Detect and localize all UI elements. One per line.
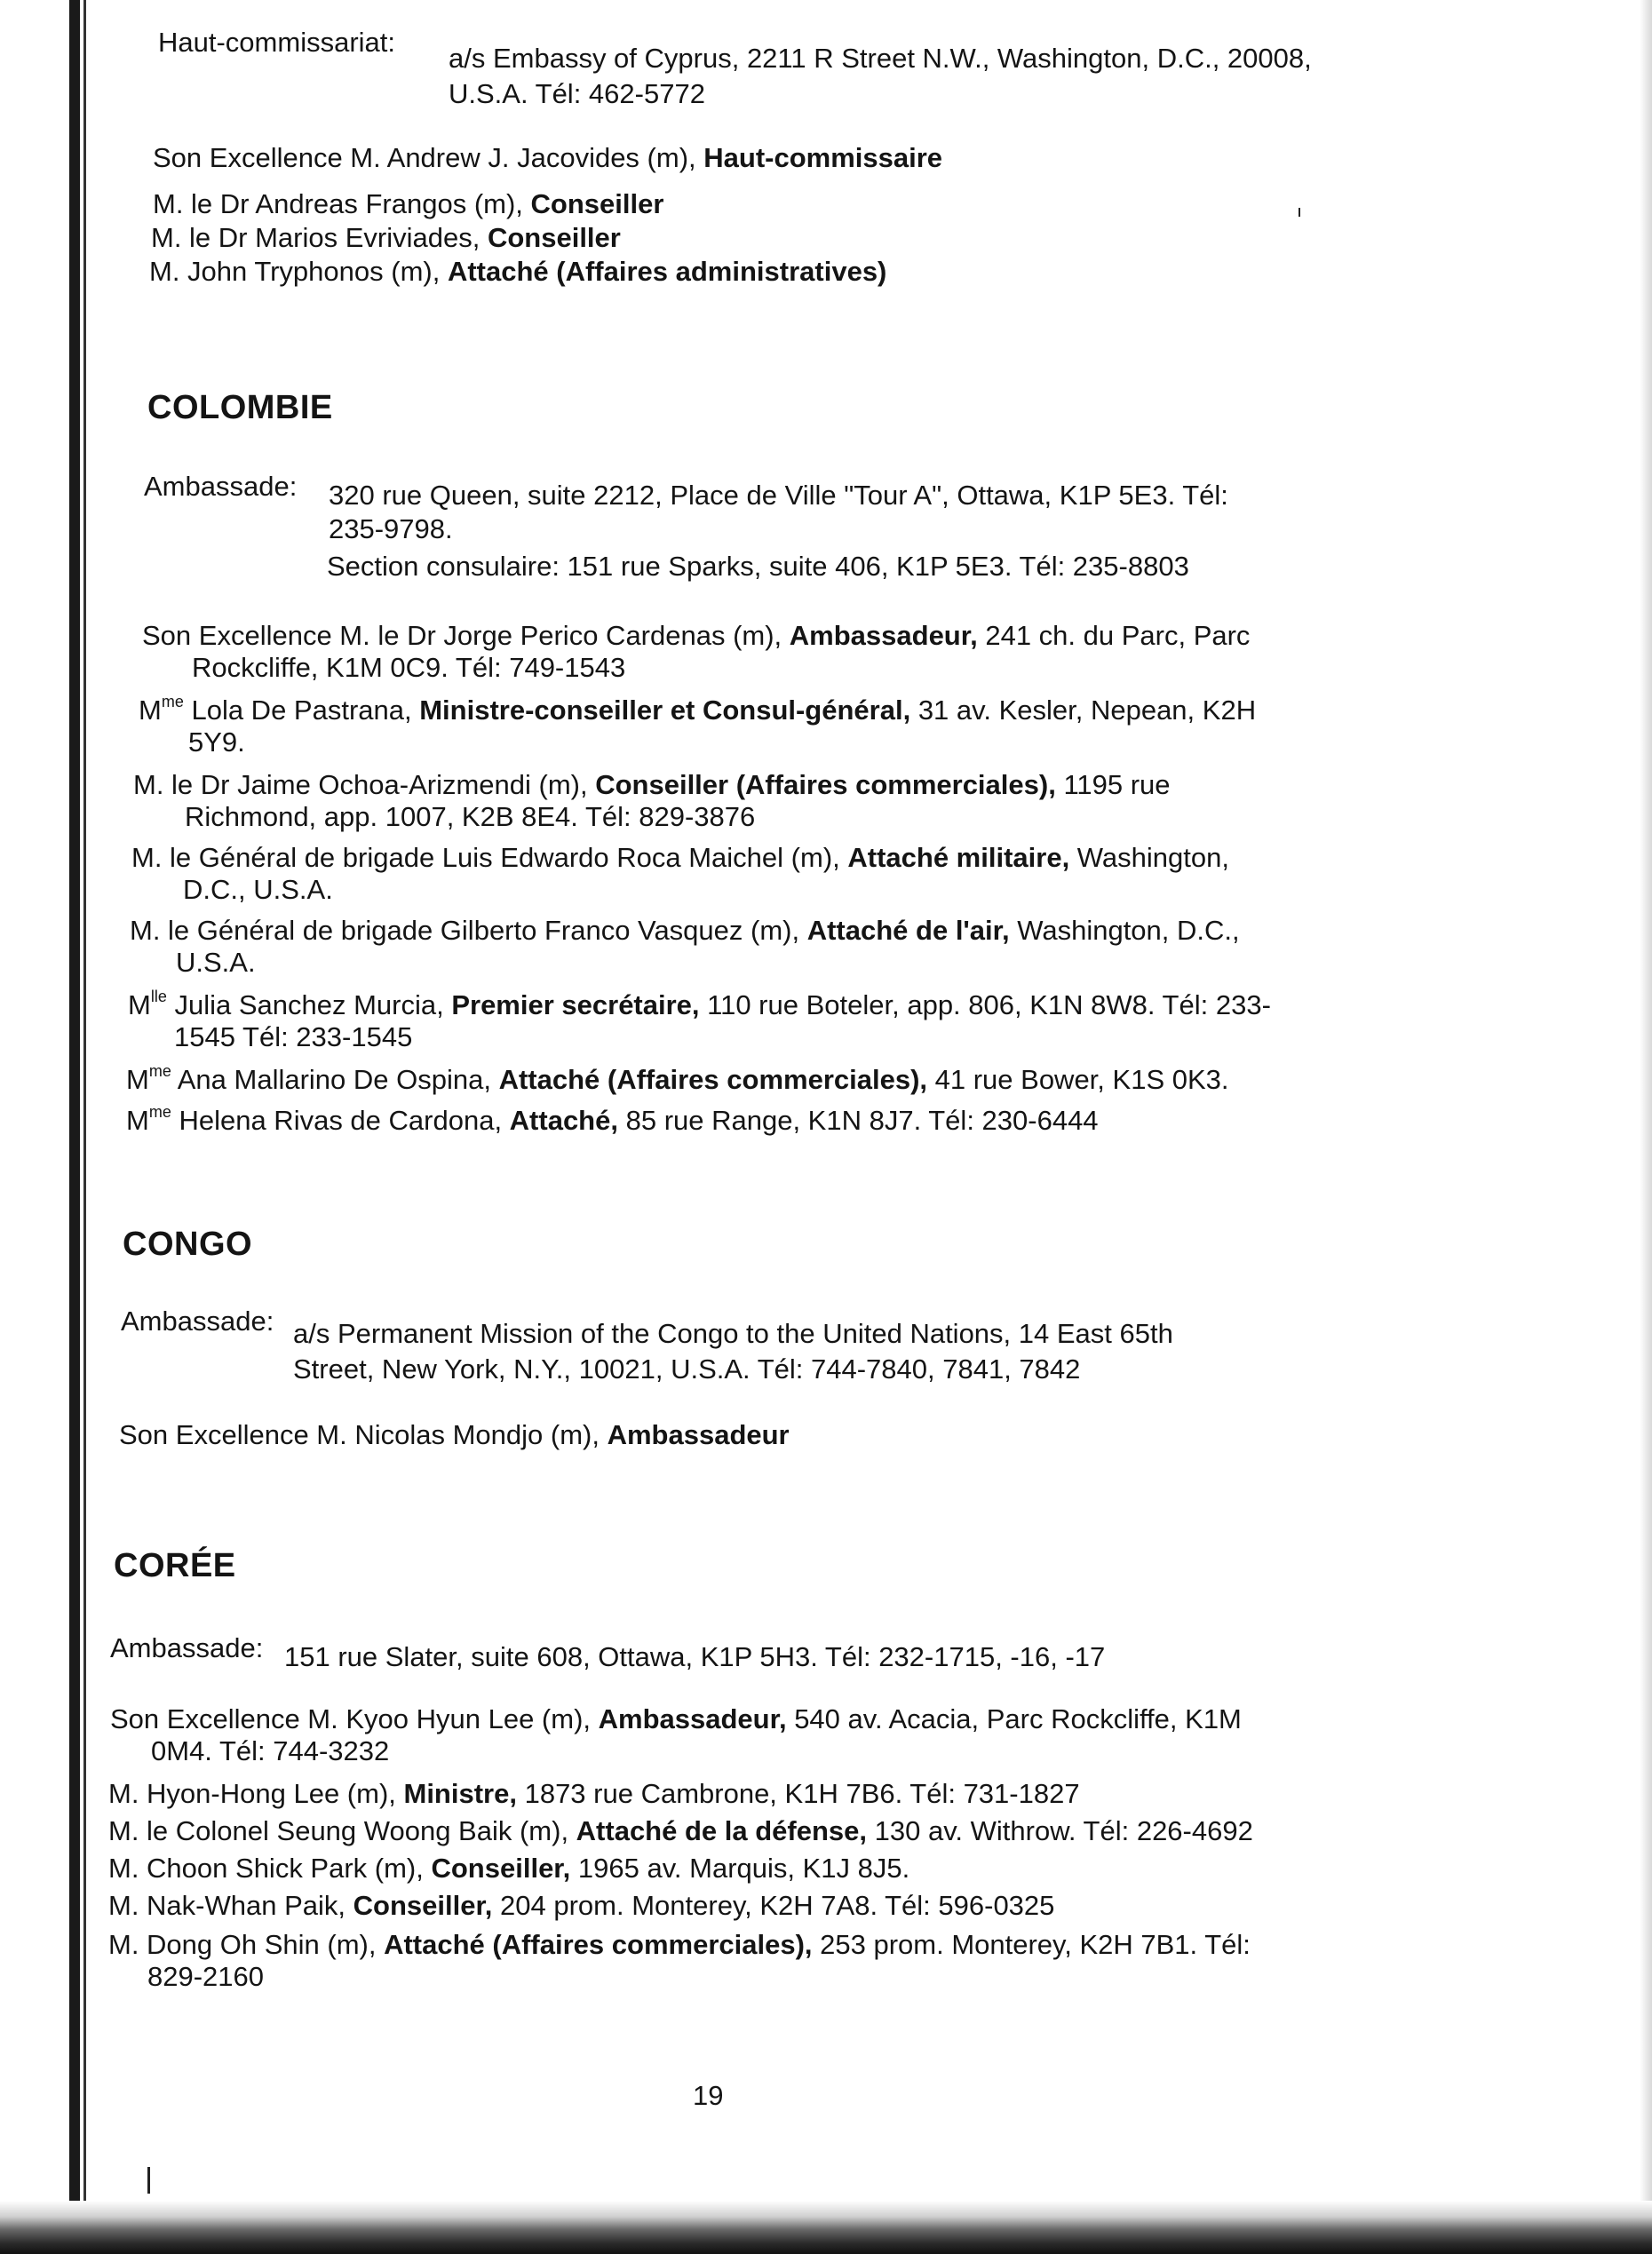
entry-address: 1195 rue	[1055, 769, 1171, 800]
section-heading-colombie: COLOMBIE	[147, 389, 333, 426]
entry-text: M. Nak-Whan Paik,	[108, 1890, 353, 1921]
entry-title: Attaché militaire,	[847, 842, 1070, 873]
colombie-entry	[126, 1105, 1099, 1137]
scan-speck	[1299, 208, 1300, 217]
entry-honorific: M	[139, 694, 162, 726]
entry-honorific: M	[128, 989, 151, 1020]
entry-text: M. le Général de brigade Luis Edwardo Roca Maichel (m),	[131, 842, 848, 873]
page-bottom-shadow	[0, 2201, 1652, 2254]
entry-title: Conseiller (Affaires commerciales),	[595, 769, 1056, 800]
entry-continuation: 0M4. Tél: 744-3232	[151, 1735, 390, 1766]
congo-address-line-1: a/s Permanent Mission of the Congo to the United Nations, 14 East 65th	[293, 1318, 1173, 1349]
entry-text: M. Choon Shick Park (m),	[108, 1853, 432, 1884]
entry-title: Ambassadeur,	[789, 620, 978, 651]
page-number: 19	[693, 2080, 724, 2111]
entry-text: Son Excellence M. Andrew J. Jacovides (m),	[153, 142, 704, 173]
congo-address-line-2: Street, New York, N.Y., 10021, U.S.A. Tél: 744-7840, 7841, 7842	[293, 1353, 1081, 1385]
colombie-entry	[131, 842, 1229, 906]
colombie-entry	[126, 1064, 1229, 1096]
entry-title: Conseiller	[530, 188, 664, 219]
cyprus-address-line-1: a/s Embassy of Cyprus, 2211 R Street N.W., Washington, D.C., 20008,	[449, 43, 1312, 74]
entry-title: Conseiller	[487, 222, 621, 253]
colombie-address-line-2: 235-9798.	[329, 513, 453, 544]
entry-continuation: Rockcliffe, K1M 0C9. Tél: 749-1543	[192, 652, 626, 683]
coree-label: Ambassade:	[110, 1632, 264, 1663]
congo-label: Ambassade:	[121, 1306, 274, 1337]
entry-title: Premier secrétaire,	[451, 989, 700, 1020]
colombie-label: Ambassade:	[144, 471, 298, 502]
cyprus-label: Haut-commissariat:	[158, 27, 395, 58]
entry-address: Washington, D.C.,	[1009, 915, 1240, 946]
entry-continuation: D.C., U.S.A.	[183, 874, 333, 905]
entry-text: Ana Mallarino De Ospina,	[171, 1064, 499, 1095]
colombie-entry	[139, 694, 1256, 758]
entry-title: Ambassadeur	[607, 1419, 790, 1450]
entry-text: Son Excellence M. Nicolas Mondjo (m),	[119, 1419, 608, 1450]
entry-continuation: 829-2160	[147, 1961, 265, 1992]
entry-text: M. le Colonel Seung Woong Baik (m),	[108, 1815, 576, 1846]
entry-title: Attaché de l'air,	[806, 915, 1010, 946]
section-heading-coree: CORÉE	[114, 1547, 236, 1584]
coree-entry	[108, 1929, 1251, 1993]
entry-continuation: U.S.A.	[176, 947, 256, 978]
entry-title: Haut-commissaire	[703, 142, 943, 173]
entry-title: Attaché (Affaires commerciales),	[384, 1929, 813, 1960]
coree-entry	[108, 1890, 1054, 1922]
entry-text: M. le Dr Jaime Ochoa-Arizmendi (m),	[133, 769, 596, 800]
cyprus-entry	[153, 188, 663, 220]
entry-text: M. le Dr Marios Evriviades,	[151, 222, 488, 253]
colombie-entry	[130, 915, 1240, 979]
entry-address: 204 prom. Monterey, K2H 7A8. Tél: 596-0325	[492, 1890, 1055, 1921]
entry-title: Conseiller,	[431, 1853, 571, 1884]
cyprus-address-line-2: U.S.A. Tél: 462-5772	[449, 78, 705, 109]
entry-address: 31 av. Kesler, Nepean, K2H	[910, 694, 1257, 726]
coree-address-line-1: 151 rue Slater, suite 608, Ottawa, K1P 5H3. Tél: 232-1715, -16, -17	[284, 1641, 1106, 1672]
entry-text: M. Dong Oh Shin (m),	[108, 1929, 385, 1960]
colombie-address-line-1: 320 rue Queen, suite 2212, Place de Ville "Tour A", Ottawa, K1P 5E3. Tél:	[329, 480, 1228, 511]
coree-entry	[110, 1703, 1242, 1767]
entry-honorific-suffix: me	[148, 1062, 171, 1080]
entry-text: M. Hyon-Hong Lee (m),	[108, 1778, 404, 1809]
entry-address: 241 ch. du Parc, Parc	[977, 620, 1251, 651]
entry-title: Ambassadeur,	[598, 1703, 787, 1734]
entry-address: 130 av. Withrow. Tél: 226-4692	[867, 1815, 1253, 1846]
entry-continuation: Richmond, app. 1007, K2B 8E4. Tél: 829-3876	[185, 801, 756, 832]
entry-text: Julia Sanchez Murcia,	[166, 989, 452, 1020]
entry-address: 540 av. Acacia, Parc Rockcliffe, K1M	[786, 1703, 1242, 1734]
entry-honorific-suffix: lle	[150, 988, 167, 1005]
entry-address: 253 prom. Monterey, K2H 7B1. Tél:	[812, 1929, 1251, 1960]
cyprus-entry	[153, 142, 942, 174]
entry-honorific: M	[126, 1064, 149, 1095]
entry-continuation: 1545 Tél: 233-1545	[174, 1021, 413, 1052]
congo-entry	[119, 1419, 790, 1451]
entry-address: 85 rue Range, K1N 8J7. Tél: 230-6444	[617, 1105, 1099, 1136]
cyprus-entry	[149, 256, 886, 288]
entry-address: Washington,	[1069, 842, 1229, 873]
entry-title: Attaché (Affaires administratives)	[447, 256, 887, 287]
entry-address: 1965 av. Marquis, K1J 8J5.	[570, 1853, 910, 1884]
entry-address: 41 rue Bower, K1S 0K3.	[927, 1064, 1229, 1095]
entry-address: 110 rue Boteler, app. 806, K1N 8W8. Tél: 233-	[699, 989, 1271, 1020]
entry-honorific-suffix: me	[161, 693, 184, 710]
entry-continuation: 5Y9.	[188, 726, 245, 758]
cyprus-entry	[151, 222, 621, 254]
coree-entry	[108, 1853, 909, 1885]
entry-honorific-suffix: me	[148, 1103, 171, 1121]
colombie-entry	[133, 769, 1171, 833]
colombie-entry	[142, 620, 1250, 684]
coree-entry	[108, 1815, 1253, 1847]
entry-title: Ministre-conseiller et Consul-général,	[419, 694, 911, 726]
colombie-entry	[128, 989, 1271, 1053]
scan-tick-mark	[147, 2167, 150, 2194]
entry-text: Lola De Pastrana,	[183, 694, 420, 726]
entry-honorific: M	[126, 1105, 149, 1136]
entry-title: Attaché (Affaires commerciales),	[498, 1064, 928, 1095]
entry-text: M. le Dr Andreas Frangos (m),	[153, 188, 531, 219]
entry-text: M. le Général de brigade Gilberto Franco Vasquez (m),	[130, 915, 807, 946]
entry-address: 1873 rue Cambrone, K1H 7B6. Tél: 731-1827	[516, 1778, 1080, 1809]
entry-text: M. John Tryphonos (m),	[149, 256, 448, 287]
entry-text: Son Excellence M. Kyoo Hyun Lee (m),	[110, 1703, 599, 1734]
section-heading-congo: CONGO	[123, 1226, 253, 1263]
colombie-consular-section: Section consulaire: 151 rue Sparks, suite 406, K1P 5E3. Tél: 235-8803	[327, 551, 1189, 582]
entry-title: Attaché,	[509, 1105, 618, 1136]
entry-text: Helena Rivas de Cardona,	[171, 1105, 510, 1136]
entry-title: Attaché de la défense,	[576, 1815, 868, 1846]
entry-title: Conseiller,	[353, 1890, 493, 1921]
entry-text: Son Excellence M. le Dr Jorge Perico Cardenas (m),	[142, 620, 790, 651]
entry-title: Ministre,	[403, 1778, 517, 1809]
coree-entry	[108, 1778, 1080, 1810]
